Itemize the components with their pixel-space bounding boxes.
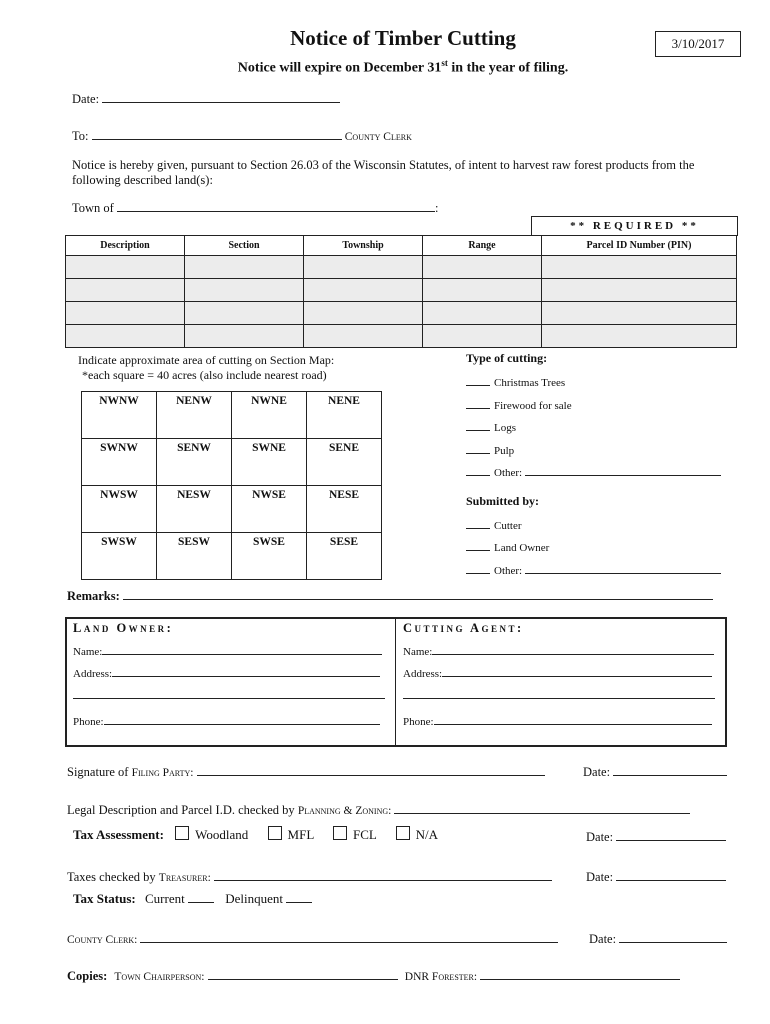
land-owner-section xyxy=(73,619,389,745)
delinquent-field[interactable] xyxy=(286,891,312,903)
land-table-header xyxy=(66,236,737,256)
clerk-date-row xyxy=(589,930,727,947)
grid-cell[interactable]: SESE xyxy=(307,533,382,580)
to-row xyxy=(72,127,412,144)
option-label: Christmas Trees xyxy=(494,377,566,389)
county-clerk-label: County Clerk xyxy=(344,131,412,143)
grid-cell[interactable]: NWSW xyxy=(82,486,157,533)
taxes-row xyxy=(67,868,552,885)
owner-phone-label: Phone: xyxy=(73,716,104,728)
col-section: Section xyxy=(185,236,304,256)
section-map-instructions: Indicate approximate area of cutting on Section Map: xyxy=(78,353,335,367)
cell-input[interactable] xyxy=(423,325,542,348)
dnr-forester-label: DNR Forester: xyxy=(404,971,478,983)
grid-row xyxy=(82,486,382,533)
blank[interactable] xyxy=(466,441,490,454)
cell-input[interactable] xyxy=(185,256,304,279)
taxes-date-row xyxy=(586,868,726,885)
option-logs[interactable] xyxy=(466,418,736,441)
notice-text: Notice is hereby given, pursuant to Section 26.03 of the Wisconsin Statutes, of intent to harvest raw forest products from the following described land(s): xyxy=(72,158,695,187)
date-label: Date: xyxy=(586,830,614,844)
tax-assessment-row xyxy=(73,826,438,843)
grid-cell[interactable]: SWNE xyxy=(232,439,307,486)
cutting-agent-title: Cutting Agent: xyxy=(403,621,524,635)
town-row xyxy=(72,199,438,216)
grid-cell[interactable]: NESE xyxy=(307,486,382,533)
tax-status-row xyxy=(73,891,312,907)
grid-cell[interactable]: SESW xyxy=(157,533,232,580)
cell-input[interactable] xyxy=(542,302,737,325)
grid-cell[interactable]: NWSE xyxy=(232,486,307,533)
signature-label: Signature of xyxy=(67,765,129,779)
other-type-field[interactable] xyxy=(525,463,721,476)
option-land-owner[interactable] xyxy=(466,538,736,561)
cell-input[interactable] xyxy=(185,279,304,302)
table-row xyxy=(66,279,737,302)
blank[interactable] xyxy=(466,538,490,551)
fcl-checkbox[interactable] xyxy=(333,826,347,840)
cell-input[interactable] xyxy=(304,302,423,325)
land-table xyxy=(65,235,737,348)
to-label: To: xyxy=(72,129,89,143)
fcl-label: FCL xyxy=(353,827,377,842)
signature-field[interactable] xyxy=(197,763,545,776)
agent-address-field[interactable] xyxy=(442,664,712,677)
clerk-date-field[interactable] xyxy=(619,930,727,943)
date-box: 3/10/2017 xyxy=(655,31,741,57)
section-map-note: *each square = 40 acres (also include nearest road) xyxy=(82,368,327,382)
owner-name-field[interactable] xyxy=(102,642,382,655)
owner-address-line2[interactable] xyxy=(73,686,385,699)
cell-input[interactable] xyxy=(185,325,304,348)
agent-phone-field[interactable] xyxy=(434,712,712,725)
town-chair-label: Town Chairperson: xyxy=(114,971,205,983)
legal-label: Legal Description and Parcel I.D. checked by xyxy=(67,803,295,817)
blank[interactable] xyxy=(466,396,490,409)
grid-cell[interactable]: SWSE xyxy=(232,533,307,580)
na-checkbox[interactable] xyxy=(396,826,410,840)
assessment-date-row xyxy=(586,828,726,845)
grid-cell[interactable]: NESW xyxy=(157,486,232,533)
cell-input[interactable] xyxy=(423,256,542,279)
expiry-text-end: in the year of filing. xyxy=(447,60,569,76)
cell-input[interactable] xyxy=(542,279,737,302)
grid-cell[interactable]: NWNE xyxy=(232,392,307,439)
signature-row xyxy=(67,763,545,780)
date-row xyxy=(72,90,340,107)
option-pulp[interactable] xyxy=(466,441,736,464)
signature-date-field[interactable] xyxy=(613,763,727,776)
agent-name-label: Name: xyxy=(403,646,433,658)
na-label: N/A xyxy=(415,827,439,842)
date-label: Date: xyxy=(586,870,614,884)
option-firewood[interactable] xyxy=(466,396,736,419)
table-row xyxy=(66,256,737,279)
to-field[interactable] xyxy=(92,127,342,140)
remarks-label: Remarks: xyxy=(67,589,120,603)
option-other-submitter[interactable] xyxy=(466,561,736,584)
mfl-checkbox[interactable] xyxy=(268,826,282,840)
option-label: Land Owner xyxy=(494,542,550,554)
agent-address-label: Address: xyxy=(403,668,443,680)
required-label: ** REQUIRED ** xyxy=(531,216,738,236)
divider xyxy=(395,619,396,745)
filing-party-label: Filing Party: xyxy=(131,767,194,779)
tax-assessment-label: Tax Assessment: xyxy=(73,827,164,842)
grid-cell[interactable]: NENE xyxy=(307,392,382,439)
cell-input[interactable] xyxy=(185,302,304,325)
town-colon: : xyxy=(434,201,439,215)
tax-status-label: Tax Status: xyxy=(73,891,136,906)
woodland-checkbox[interactable] xyxy=(175,826,189,840)
parties-box xyxy=(65,617,727,747)
cell-input[interactable] xyxy=(542,256,737,279)
treasurer-label: Treasurer: xyxy=(158,872,211,884)
county-clerk-row xyxy=(67,930,558,947)
grid-cell[interactable]: SENW xyxy=(157,439,232,486)
cell-input[interactable] xyxy=(66,302,185,325)
grid-cell[interactable]: NWNW xyxy=(82,392,157,439)
cell-input[interactable] xyxy=(304,256,423,279)
grid-row xyxy=(82,392,382,439)
blank[interactable] xyxy=(466,373,490,386)
cell-input[interactable] xyxy=(304,325,423,348)
grid-cell[interactable]: SWNW xyxy=(82,439,157,486)
cell-input[interactable] xyxy=(66,256,185,279)
option-label: Logs xyxy=(494,422,516,434)
grid-cell[interactable]: SWSW xyxy=(82,533,157,580)
woodland-label: Woodland xyxy=(195,827,249,842)
town-field[interactable] xyxy=(117,199,435,212)
cutting-panel xyxy=(466,351,736,583)
col-parcel-id: Parcel ID Number (PIN) xyxy=(542,236,737,256)
remarks-field[interactable] xyxy=(123,587,713,600)
treasurer-field[interactable] xyxy=(214,868,552,881)
col-description: Description xyxy=(66,236,185,256)
blank[interactable] xyxy=(466,516,490,529)
cell-input[interactable] xyxy=(542,325,737,348)
owner-address-label: Address: xyxy=(73,668,113,680)
date-label: Date: xyxy=(72,92,100,106)
option-christmas-trees[interactable] xyxy=(466,373,736,396)
county-clerk-signoff-label: County Clerk: xyxy=(67,934,138,946)
grid-cell[interactable]: SENE xyxy=(307,439,382,486)
grid-cell[interactable]: NENW xyxy=(157,392,232,439)
legal-row xyxy=(67,801,690,818)
section-map-grid xyxy=(81,391,382,580)
planning-zoning-label: Planning & Zoning: xyxy=(297,805,392,817)
owner-address-field[interactable] xyxy=(112,664,380,677)
town-chair-field[interactable] xyxy=(208,967,398,980)
date-label: Date: xyxy=(583,765,611,779)
taxes-label: Taxes checked by xyxy=(67,870,156,884)
dnr-forester-field[interactable] xyxy=(480,967,680,980)
submitted-by-title: Submitted by: xyxy=(466,493,540,508)
date-label: Date: xyxy=(589,932,617,946)
owner-phone-field[interactable] xyxy=(104,712,380,725)
signature-date-row xyxy=(583,763,727,780)
legal-field[interactable] xyxy=(394,801,690,814)
copies-label: Copies: xyxy=(67,969,108,983)
blank[interactable] xyxy=(466,418,490,431)
taxes-date-field[interactable] xyxy=(616,868,726,881)
county-clerk-field[interactable] xyxy=(140,930,558,943)
blank[interactable] xyxy=(466,463,490,476)
type-of-cutting-title: Type of cutting: xyxy=(466,351,548,365)
grid-row xyxy=(82,439,382,486)
table-row xyxy=(66,325,737,348)
other-submitter-field[interactable] xyxy=(525,561,721,574)
expiry-sup: st xyxy=(441,58,448,68)
date-field[interactable] xyxy=(102,90,340,103)
col-range: Range xyxy=(423,236,542,256)
option-label: Pulp xyxy=(494,444,515,457)
option-label: Firewood for sale xyxy=(494,399,572,412)
col-township: Township xyxy=(304,236,423,256)
blank[interactable] xyxy=(466,561,490,574)
owner-name-label: Name: xyxy=(73,646,103,658)
copies-row xyxy=(67,967,680,984)
cell-input[interactable] xyxy=(66,279,185,302)
cell-input[interactable] xyxy=(423,302,542,325)
delinquent-label: Delinquent xyxy=(225,891,283,906)
current-label: Current xyxy=(144,891,185,906)
current-field[interactable] xyxy=(188,891,214,903)
cell-input[interactable] xyxy=(66,325,185,348)
option-cutter[interactable] xyxy=(466,516,736,539)
option-other-type[interactable] xyxy=(466,463,736,486)
cell-input[interactable] xyxy=(304,279,423,302)
agent-phone-label: Phone: xyxy=(403,716,434,728)
agent-address-line2[interactable] xyxy=(403,686,715,699)
grid-row xyxy=(82,533,382,580)
option-label: Other: xyxy=(494,467,523,479)
cell-input[interactable] xyxy=(423,279,542,302)
page-title: Notice of Timber Cutting xyxy=(290,26,516,50)
remarks-row xyxy=(67,587,713,604)
expiry-text: Notice will expire on December 31 xyxy=(237,60,442,76)
option-label: Cutter xyxy=(494,519,522,532)
table-row xyxy=(66,302,737,325)
expiry-notice xyxy=(0,58,770,77)
option-label: Other: xyxy=(494,564,523,577)
agent-name-field[interactable] xyxy=(432,642,714,655)
assessment-date-field[interactable] xyxy=(616,828,726,841)
land-owner-title: Land Owner: xyxy=(73,621,174,635)
mfl-label: MFL xyxy=(287,827,314,842)
town-label: Town of xyxy=(72,201,114,215)
cutting-agent-section xyxy=(403,619,721,745)
